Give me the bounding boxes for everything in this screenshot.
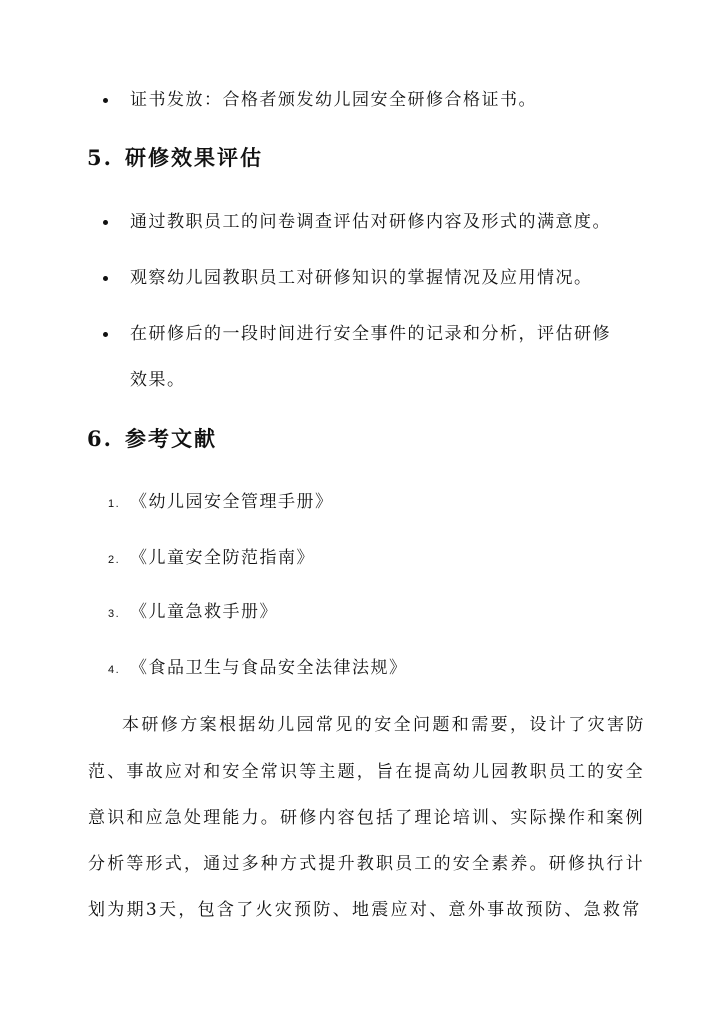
reference-number: 2. — [108, 554, 121, 566]
list-item-text: 证书发放：合格者颁发幼儿园安全研修合格证书。 — [130, 90, 537, 110]
list-item-text: 效果。 — [130, 370, 186, 390]
list-item-text: 在研修后的一段时间进行安全事件的记录和分析，评估研修 — [130, 324, 611, 344]
paragraph-line: 分析等形式，通过多种方式提升教职员工的安全素养。研修执行计 — [88, 854, 645, 874]
reference-text: 《儿童安全防范指南》 — [130, 548, 315, 568]
paragraph-line: 意识和应急处理能力。研修内容包括了理论培训、实际操作和案例 — [88, 808, 645, 828]
section-heading-5 — [87, 144, 263, 172]
reference-number: 4. — [108, 664, 121, 676]
reference-text: 《幼儿园安全管理手册》 — [130, 492, 334, 512]
section-title: 研修效果评估 — [125, 145, 263, 170]
bullet-icon — [103, 98, 108, 103]
section-number: 6. — [87, 426, 113, 451]
bullet-icon — [103, 276, 108, 281]
paragraph-line: 本研修方案根据幼儿园常见的安全问题和需要，设计了灾害防 — [122, 715, 646, 735]
reference-number: 1. — [108, 498, 121, 510]
paragraph-line: 范、事故应对和安全常识等主题，旨在提高幼儿园教职员工的安全 — [88, 762, 645, 782]
paragraph-line: 划为期3天，包含了火灾预防、地震应对、意外事故预防、急救常 — [88, 900, 642, 920]
section-title: 参考文献 — [125, 426, 217, 451]
section-heading-6 — [87, 425, 217, 453]
section-number: 5. — [87, 145, 113, 170]
reference-text: 《儿童急救手册》 — [130, 602, 278, 622]
bullet-icon — [103, 332, 108, 337]
reference-text: 《食品卫生与食品安全法律法规》 — [130, 658, 408, 678]
reference-number: 3. — [108, 608, 121, 620]
list-item-text: 观察幼儿园教职员工对研修知识的掌握情况及应用情况。 — [130, 268, 593, 288]
list-item-text: 通过教职员工的问卷调查评估对研修内容及形式的满意度。 — [130, 212, 611, 232]
bullet-icon — [103, 220, 108, 225]
